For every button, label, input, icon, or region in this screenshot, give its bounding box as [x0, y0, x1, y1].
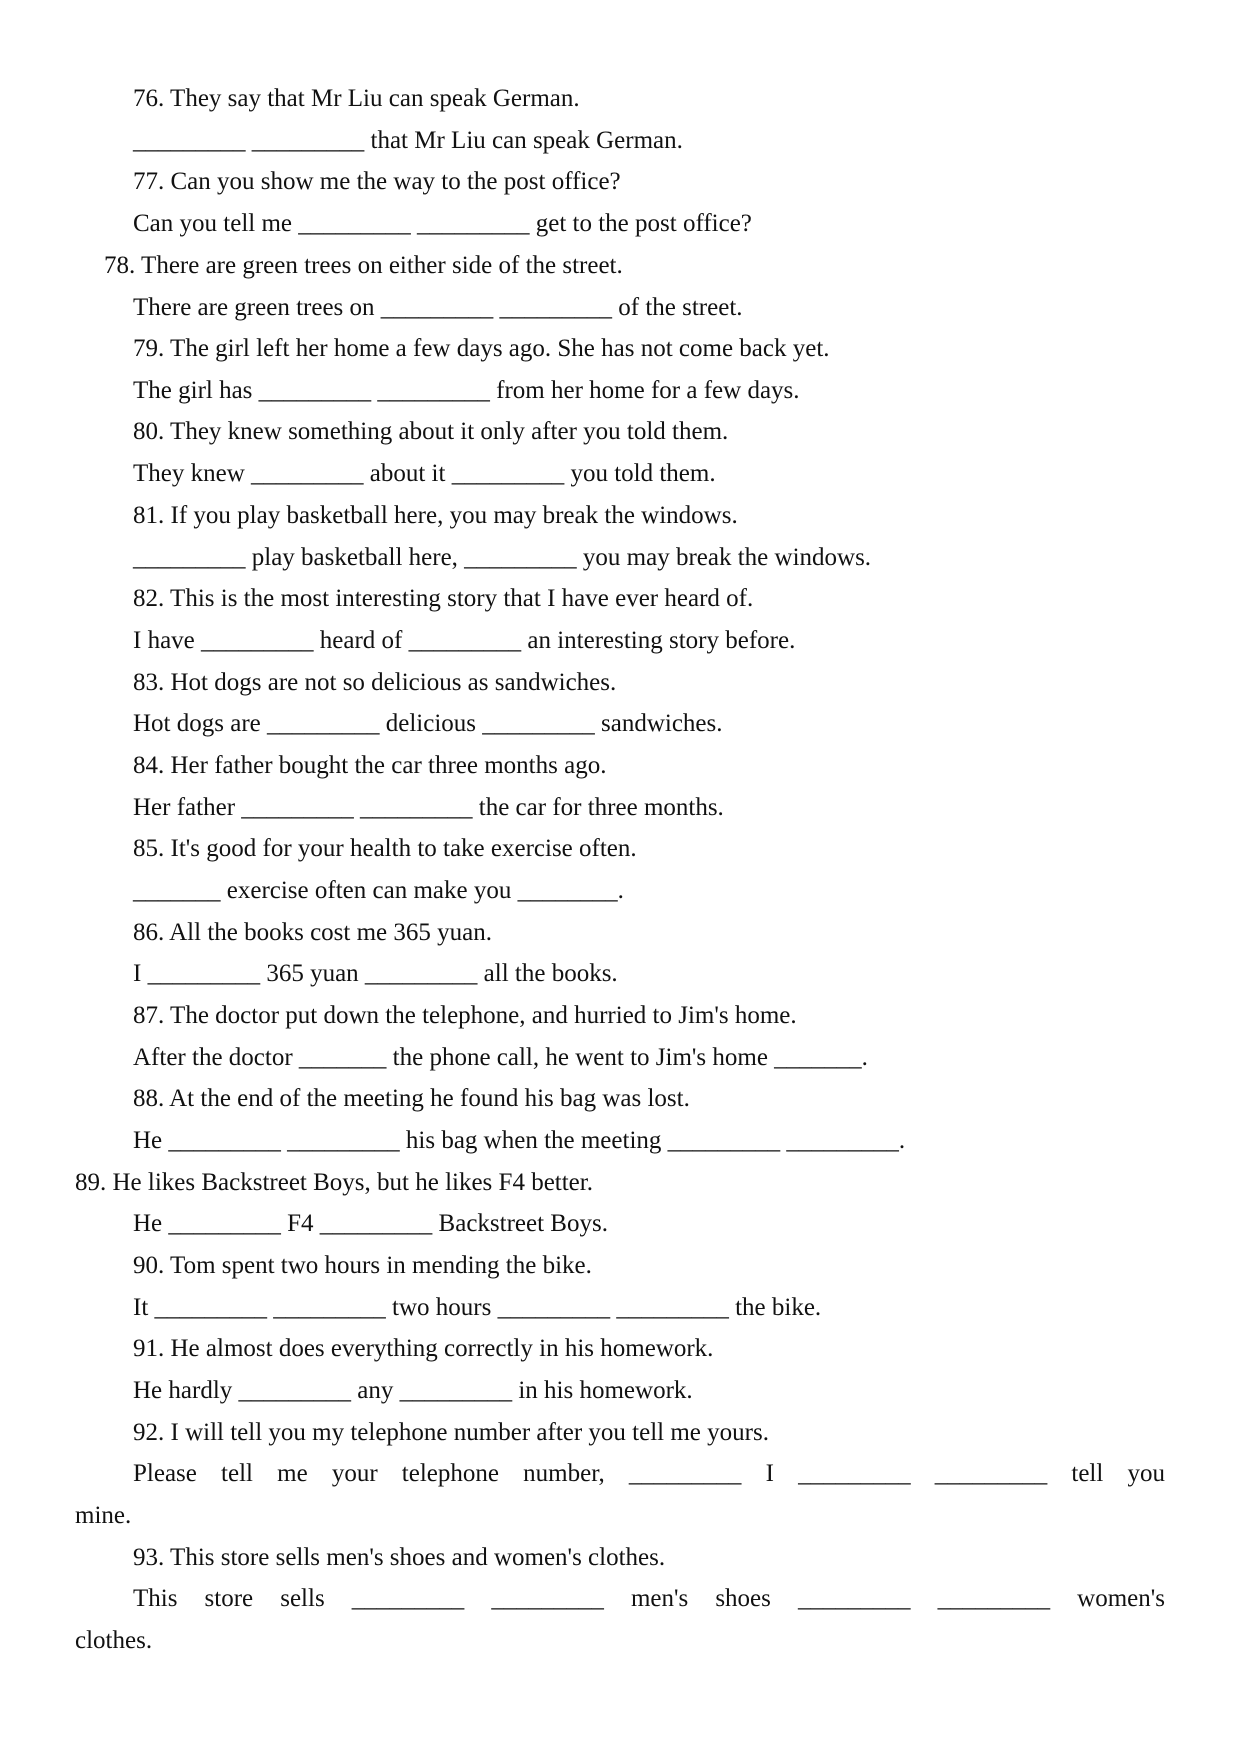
- answer-line-85: _______ exercise often can make you ________.: [133, 877, 624, 904]
- question-78: 78. There are green trees on either side of the street.: [104, 252, 623, 279]
- question-77: 77. Can you show me the way to the post office?: [133, 168, 621, 195]
- answer-line-80: They knew _________ about it _________ you told them.: [133, 460, 716, 487]
- question-93: 93. This store sells men's shoes and women's clothes.: [133, 1544, 666, 1571]
- question-91: 91. He almost does everything correctly in his homework.: [133, 1335, 714, 1362]
- question-76: 76. They say that Mr Liu can speak German.: [133, 85, 580, 112]
- answer-line-83: Hot dogs are _________ delicious _________ sandwiches.: [133, 710, 723, 737]
- answer-line-92-continued: mine.: [75, 1502, 132, 1529]
- question-92: 92. I will tell you my telephone number after you tell me yours.: [133, 1419, 769, 1446]
- answer-line-93: This store sells _________ _________ men's shoes _________ _________ women's: [133, 1585, 1165, 1612]
- answer-line-81: _________ play basketball here, _________ you may break the windows.: [133, 544, 872, 571]
- question-88: 88. At the end of the meeting he found his bag was lost.: [133, 1085, 690, 1112]
- question-80: 80. They knew something about it only after you told them.: [133, 418, 729, 445]
- answer-line-77: Can you tell me _________ _________ get to the post office?: [133, 210, 752, 237]
- answer-line-78: There are green trees on _________ _________ of the street.: [133, 294, 743, 321]
- answer-line-92: Please tell me your telephone number, _________ I _________ _________ tell you: [133, 1460, 1165, 1487]
- answer-line-93-continued: clothes.: [75, 1627, 153, 1654]
- question-90: 90. Tom spent two hours in mending the bike.: [133, 1252, 592, 1279]
- question-82: 82. This is the most interesting story that I have ever heard of.: [133, 585, 754, 612]
- question-84: 84. Her father bought the car three months ago.: [133, 752, 607, 779]
- question-85: 85. It's good for your health to take exercise often.: [133, 835, 637, 862]
- answer-line-82: I have _________ heard of _________ an interesting story before.: [133, 627, 796, 654]
- question-87: 87. The doctor put down the telephone, and hurried to Jim's home.: [133, 1002, 797, 1029]
- answer-line-76: _________ _________ that Mr Liu can speak German.: [133, 127, 683, 154]
- question-86: 86. All the books cost me 365 yuan.: [133, 919, 492, 946]
- answer-line-90: It _________ _________ two hours _________ _________ the bike.: [133, 1294, 822, 1321]
- answer-line-79: The girl has _________ _________ from her home for a few days.: [133, 377, 800, 404]
- answer-line-84: Her father _________ _________ the car for three months.: [133, 794, 724, 821]
- answer-line-88: He _________ _________ his bag when the meeting _________ _________.: [133, 1127, 906, 1154]
- answer-line-86: I _________ 365 yuan _________ all the books.: [133, 960, 618, 987]
- question-83: 83. Hot dogs are not so delicious as sandwiches.: [133, 669, 617, 696]
- question-79: 79. The girl left her home a few days ago. She has not come back yet.: [133, 335, 830, 362]
- answer-line-87: After the doctor _______ the phone call, he went to Jim's home _______.: [133, 1044, 868, 1071]
- question-89: 89. He likes Backstreet Boys, but he likes F4 better.: [75, 1169, 593, 1196]
- question-81: 81. If you play basketball here, you may break the windows.: [133, 502, 738, 529]
- answer-line-89: He _________ F4 _________ Backstreet Boys.: [133, 1210, 608, 1237]
- answer-line-91: He hardly _________ any _________ in his homework.: [133, 1377, 693, 1404]
